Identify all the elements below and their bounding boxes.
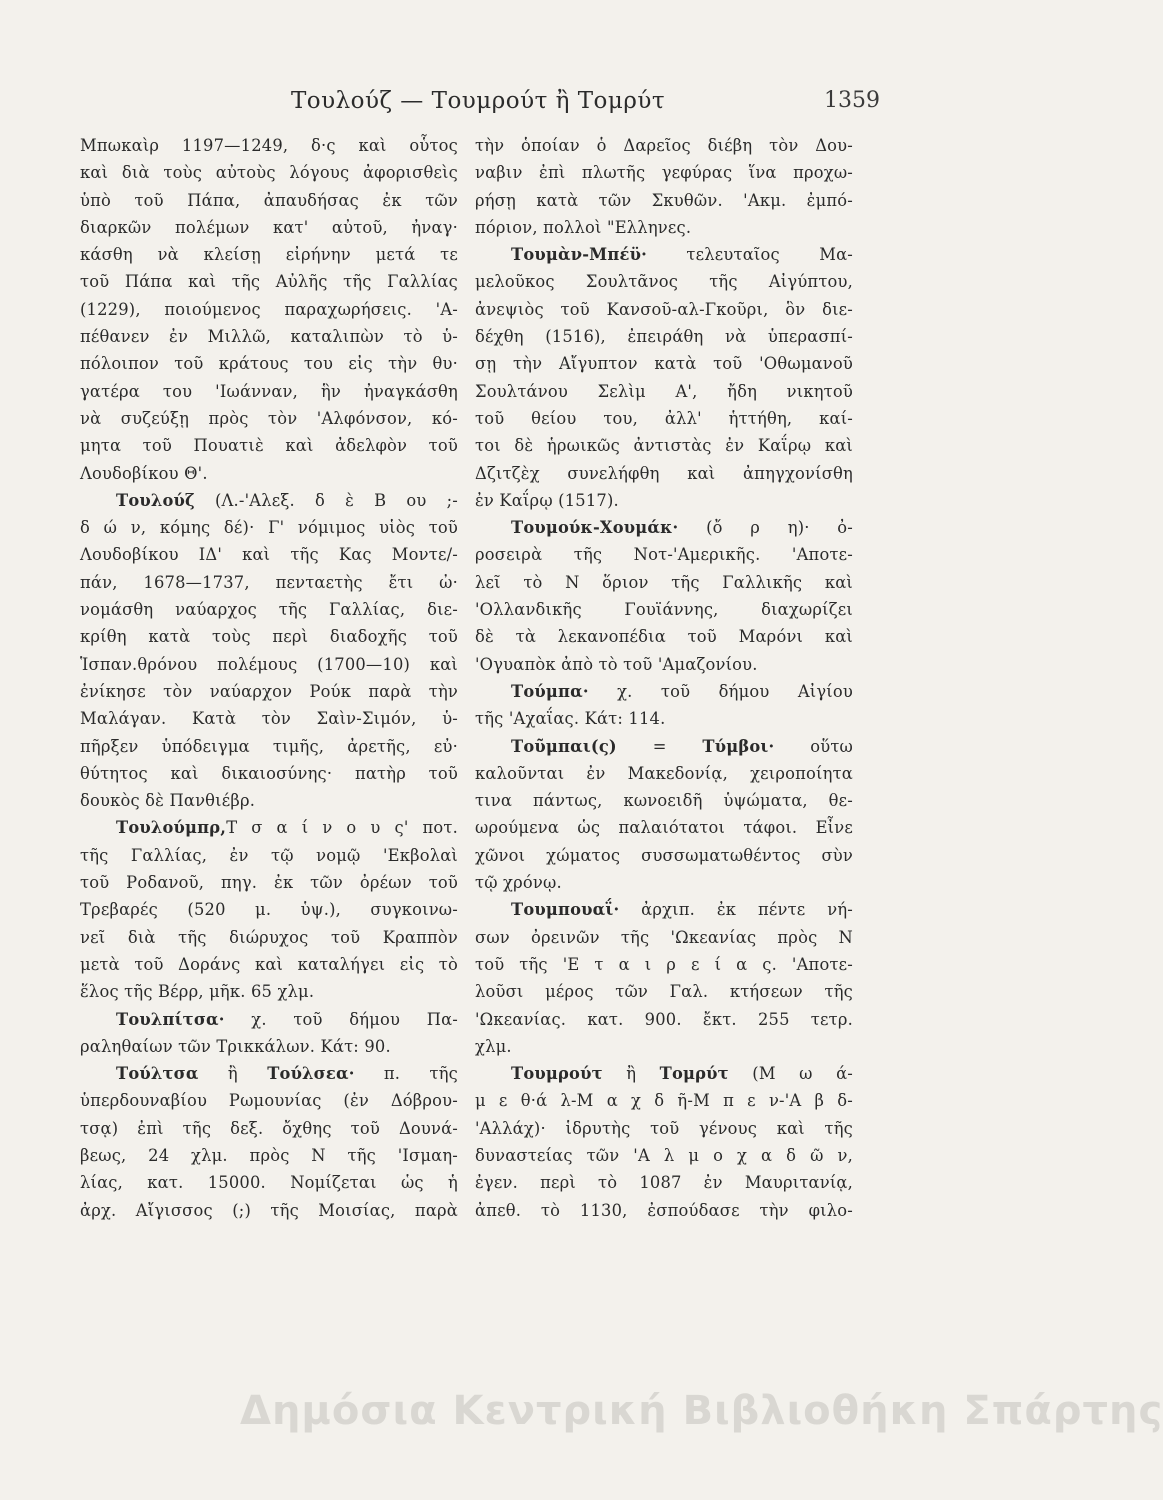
- text-line: κρίθη κατὰ τοὺς περὶ διαδοχῆς τοῦ: [80, 627, 458, 647]
- text-line: χλμ.: [475, 1036, 512, 1056]
- text-line: σῃ τὴν Αἴγυπτον κατὰ τοῦ 'Οθωμανοῦ: [475, 354, 853, 374]
- text-line: τῆς Γαλλίας, ἐν τῷ νομῷ 'Εκβολαὶ: [80, 845, 458, 865]
- text-line: πόριον, πολλοὶ "Ελληνες.: [475, 217, 692, 237]
- entry-headword: Τούλτσα: [116, 1064, 199, 1084]
- page-number: 1359: [824, 88, 880, 113]
- running-title: Τουλούζ — Τουμρούτ ἢ Τομρύτ: [290, 88, 666, 114]
- text-line: πῆρξεν ὑπόδειγμα τιμῆς, ἀρετῆς, εὐ·: [80, 736, 458, 756]
- text-line: τῆς 'Αχαΐας. Κάτ: 114.: [475, 709, 666, 729]
- text-line: καὶ διὰ τοὺς αὐτοὺς λόγους ἀφορισθεὶς: [80, 163, 458, 183]
- text-line: ἀπεθ. τὸ 1130, ἐσπούδασε τὴν φιλο-: [475, 1200, 853, 1220]
- text-line: μελοῦκος Σουλτᾶνος τῆς Αἰγύπτου,: [475, 272, 853, 292]
- text-line: ἐν Καΐρῳ (1517).: [475, 490, 619, 510]
- text-line: τοῦ τῆς 'Ε τ α ι ρ ε ί α ς. 'Αποτε-: [475, 954, 853, 974]
- text-line: νὰ συζεύξῃ πρὸς τὸν 'Αλφόνσον, κό-: [80, 408, 458, 428]
- text-line: Τούλτσα ἢ Τούλσεα· π. τῆς: [116, 1064, 458, 1084]
- text-line: ροσειρὰ τῆς Νοτ-'Αμερικῆς. 'Αποτε-: [475, 545, 853, 565]
- text-line: λίας, κατ. 15000. Νομίζεται ὡς ἡ: [80, 1173, 458, 1193]
- text-line: πόλοιπον τοῦ κράτους του εἰς τὴν θυ·: [80, 354, 458, 374]
- text-line: Τουλπίτσα· χ. τοῦ δήμου Πα-: [116, 1009, 458, 1029]
- running-head: [78, 88, 878, 124]
- text-line: μητα τοῦ Πουατιὲ καὶ ἀδελφὸν τοῦ: [80, 436, 458, 456]
- text-line: νομάσθη ναύαρχος τῆς Γαλλίας, διε-: [80, 600, 458, 620]
- right-column: [475, 132, 853, 1224]
- text-line: δέχθη (1516), ἐπειράθη νὰ ὑπερασπί-: [475, 327, 853, 347]
- text-line: Τρεβαρές (520 μ. ὑψ.), συγκοινω-: [80, 900, 458, 920]
- text-line: ωρούμενα ὡς παλαιότατοι τάφοι. Εἶνε: [475, 818, 853, 838]
- text-line: ραληθαίων τῶν Τρικκάλων. Κάτ: 90.: [80, 1036, 391, 1056]
- text-line: τὴν ὁποίαν ὁ Δαρεῖος διέβη τὸν Δου-: [475, 136, 853, 155]
- entry-headword: Τουμρούτ: [511, 1064, 603, 1084]
- text-line: δουκὸς δὲ Πανθιέβρ.: [80, 791, 256, 811]
- entry-headword: Τουμπουαΐ·: [511, 900, 620, 920]
- entry-headword: Τουμὰν-Μπέϋ·: [511, 245, 647, 265]
- text-line: (1229), ποιούμενος παραχωρήσεις. 'Α-: [80, 299, 458, 319]
- text-line: Τουμὰν-Μπέϋ· τελευταῖος Μα-: [511, 245, 853, 265]
- text-line: πάν, 1678—1737, πενταετὴς ἔτι ὠ·: [80, 572, 458, 592]
- text-line: Τουμρούτ ἢ Τομρύτ (Μ ω ά-: [511, 1064, 853, 1084]
- text-line: τοῦ Ροδανοῦ, πηγ. ἐκ τῶν ὀρέων τοῦ: [80, 873, 458, 893]
- text-line: λεῖ τὸ Ν ὅριον τῆς Γαλλικῆς καὶ: [475, 572, 853, 592]
- text-line: ἕλος τῆς Βέρρ, μῆκ. 65 χλμ.: [80, 982, 315, 1002]
- text-line: τῷ χρόνῳ.: [475, 873, 562, 893]
- text-line: 'Ωκεανίας. κατ. 900. ἔκτ. 255 τετρ.: [475, 1009, 853, 1029]
- text-line: 'Ολλανδικῆς Γουϊάννης, διαχωρίζει: [475, 600, 853, 620]
- text-line: Μπωκαὶρ 1197—1249, δ·ς καὶ οὗτος: [80, 136, 458, 155]
- text-line: Δζιτζὲχ συνελήφθη καὶ ἀπηγχονίσθη: [475, 463, 853, 483]
- entry-headword: Τουλούζ: [116, 490, 195, 510]
- text-line: δυναστείας τῶν 'Α λ μ ο χ α δ ῶ ν,: [475, 1145, 853, 1165]
- text-line: τσᾳ) ἐπὶ τῆς δεξ. ὄχθης τοῦ Δουνά-: [80, 1118, 458, 1138]
- text-line: μ ε θ·ά λ-Μ α χ δ ῆ-Μ π ε ν-'Α β δ-: [475, 1091, 853, 1111]
- text-line: Μαλάγαν. Κατὰ τὸν Σαὶν-Σιμόν, ὑ-: [80, 709, 458, 729]
- library-watermark: Δημόσια Κεντρική Βιβλιοθήκη Σπάρτης: [240, 1388, 1163, 1434]
- text-line: ἐνίκησε τὸν ναύαρχον Ρούκ παρὰ τὴν: [80, 681, 458, 701]
- entry-headword: Τοῦμπαι(ς): [511, 736, 617, 756]
- text-line: Λουδοβίκου ΙΔ' καὶ τῆς Κας Μοντε/-: [80, 545, 458, 565]
- entry-headword: Τουλπίτσα·: [116, 1009, 225, 1029]
- text-line: 'Ογυαπὸκ ἀπὸ τὸ τοῦ 'Αμαζονίου.: [475, 654, 758, 674]
- text-line: Τουμπουαΐ· ἀρχιπ. ἐκ πέντε νή-: [511, 900, 853, 920]
- text-line: Τουμούκ-Χουμάκ· (ὄ ρ η)· ὀ-: [511, 518, 853, 538]
- entry-headword: Τομρύτ: [659, 1064, 729, 1084]
- text-line: μετὰ τοῦ Δοράνς καὶ καταλήγει εἰς τὸ: [80, 954, 458, 974]
- text-line: δ ώ ν, κόμης δέ)· Γ' νόμιμος υἱὸς τοῦ: [80, 518, 458, 538]
- entry-headword: Τούλσεα·: [267, 1064, 355, 1084]
- text-line: ἐγεν. περὶ τὸ 1087 ἐν Μαυριτανίᾳ,: [475, 1173, 853, 1193]
- text-line: λοῦσι μέρος τῶν Γαλ. κτήσεων τῆς: [475, 982, 853, 1002]
- entry-headword: Τύμβοι·: [702, 736, 775, 756]
- text-line: ὑπὸ τοῦ Πάπα, ἀπαυδήσας ἐκ τῶν: [80, 190, 458, 210]
- text-line: τοῦ θείου του, ἀλλ' ἡττήθη, καί-: [475, 408, 853, 428]
- text-line: ἀνεψιὸς τοῦ Κανσοῦ-αλ-Γκοῦρι, ὃν διε-: [475, 299, 853, 319]
- text-line: Λουδοβίκου Θ'.: [80, 463, 208, 483]
- text-line: Ἱσπαν.θρόνου πολέμους (1700—10) καὶ: [80, 654, 458, 674]
- entry-headword: Τουμούκ-Χουμάκ·: [511, 518, 679, 538]
- text-line: χῶνοι χώματος συσσωματωθέντος σὺν: [475, 845, 853, 865]
- text-line: κάσθη νὰ κλείσῃ εἰρήνην μετά τε: [80, 245, 458, 265]
- text-line: βεως, 24 χλμ. πρὸς Ν τῆς 'Ισμαη-: [80, 1145, 458, 1165]
- left-column: [80, 132, 458, 1224]
- text-line: νεῖ διὰ τῆς διώρυχος τοῦ Κραππὸν: [80, 927, 458, 947]
- text-line: 'Αλλάχ)· ἱδρυτὴς τοῦ γένους καὶ τῆς: [475, 1118, 853, 1138]
- text-line: ναβιν ἐπὶ πλωτῆς γεφύρας ἵνα προχω-: [475, 163, 853, 183]
- text-line: τινα πάντως, κωνοειδῆ ὑψώματα, θε-: [475, 791, 853, 811]
- text-line: πέθανεν ἐν Μιλλῶ, καταλιπὼν τὸ ὑ-: [80, 327, 458, 347]
- text-line: τοῦ Πάπα καὶ τῆς Αὐλῆς τῆς Γαλλίας: [80, 272, 458, 292]
- text-line: τοι δὲ ἡρωικῶς ἀντιστὰς ἐν Καΐρῳ καὶ: [475, 436, 853, 456]
- text-line: δὲ τὰ λεκανοπέδια τοῦ Μαρόνι καὶ: [475, 627, 853, 647]
- text-line: διαρκῶν πολέμων κατ' αὐτοῦ, ἠναγ·: [80, 217, 458, 237]
- entry-headword: Τούμπα·: [511, 681, 589, 701]
- text-line: Τούμπα· χ. τοῦ δήμου Αἰγίου: [511, 681, 853, 701]
- text-line: γατέρα του 'Ιωάνναν, ἣν ἠναγκάσθη: [80, 381, 458, 401]
- text-line: καλοῦνται ἐν Μακεδονίᾳ, χειροποίητα: [475, 763, 853, 783]
- text-line: ρήσῃ κατὰ τῶν Σκυθῶν. 'Ακμ. ἐμπό-: [475, 190, 853, 210]
- text-line: ἀρχ. Αἴγισσος (;) τῆς Μοισίας, παρὰ: [80, 1200, 458, 1220]
- text-line: θύτητος καὶ δικαιοσύνης· πατὴρ τοῦ: [80, 763, 458, 783]
- text-line: Σουλτάνου Σελὶμ Α', ἤδη νικητοῦ: [475, 381, 853, 401]
- entry-headword: Τουλούμπρ,: [116, 818, 227, 838]
- text-line: ὑπερδουναβίου Ρωμουνίας (ἐν Δόβρου-: [80, 1091, 458, 1111]
- text-line: σων ὀρεινῶν τῆς 'Ωκεανίας πρὸς Ν: [475, 927, 853, 947]
- text-line: Τοῦμπαι(ς) = Τύμβοι· οὕτω: [511, 736, 853, 756]
- text-line: Τουλούμπρ,Τ σ α ί ν ο υ ς' ποτ.: [116, 818, 458, 838]
- text-line: Τουλούζ (Λ.-'Αλεξ. δ ὲ Β ου ;-: [116, 490, 458, 510]
